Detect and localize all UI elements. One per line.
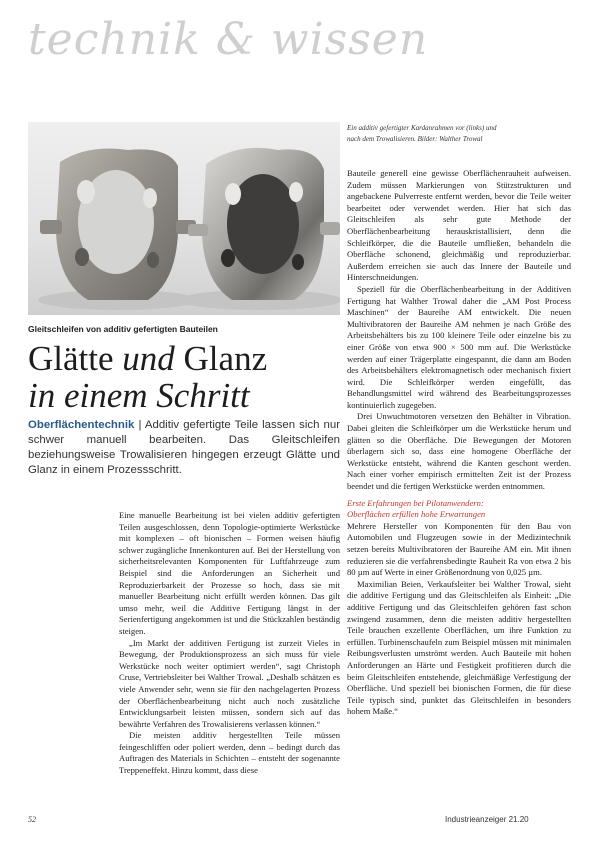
- paragraph: Speziell für die Oberflächenbearbeitung in der Additiven Fertigung hat Walther Trowal daher die „AM Post Process Maschinen“ der Baureihe AM entwickelt. Die neuen Multivibratoren der Baureihe AM nehmen je nach Größe des Arbeitsbehälters bis zu 100 kleinere Teile oder einzelne bis zu einer Größe von etwa 900 × 500 mm auf. Die Werkstücke werden auf einer Trägerplatte eingespannt, die dann am Boden des Arbeitsbehälters elektromagnetisch oder mechanisch fixiert wird. Die Schleifkörper werden eingefüllt, das Behandlungsmittel wird während des Bearbeitungsprozesses kontinuierlich zugegeben.: [347, 283, 571, 410]
- lead-keyword: Oberflächentechnik: [28, 419, 135, 431]
- paragraph: Eine manuelle Bearbeitung ist bei vielen additiv gefertigten Teilen ausgeschlossen, denn Topologie-optimierte Werkstücke mit komplexen – oft bionischen – Formen weisen häufig schwer zugängliche Innenkonturen auf. Bei der Herstellung von sicherheitsrelevanten Komponenten für Luftfahrzeuge zum Beispiel sind die Anforderungen an Sicherheit und Reproduzierbarkeit der Prozesse so hoch, dass sie mit manueller Bearbeitung nicht erfüllt werden können. Das gilt umso mehr, weil die Additive Fertigung längst in der Serienfertigung angekommen ist und die Stückzahlen beständig steigen.: [119, 510, 340, 636]
- article-title: Glätte und Glanz in einem Schritt: [28, 339, 268, 415]
- body-column-1: [119, 510, 340, 777]
- paragraph: Drei Unwuchtmotoren versetzen den Behälter in Vibration. Dabei gleiten die Schleifkörper um die Werkstücke herum und glätten so die Oberfläche. Die Bewegungen der Motoren überlagern sich so, dass eine homogene Oberfläche der Werkstücke entsteht, während die Kanten geschont werden. Nach einer vorher empirisch ermittelten Zeit ist der Prozess beendet und die fertigen Werkstücke werden entnommen.: [347, 411, 571, 492]
- paragraph: Maximilian Beien, Verkaufsleiter bei Walther Trowal, sieht die additive Fertigung und das Gleitschleifen als Einheit: „Die additive Fertigung und das Gleitschleifen gehören fast schon zwingend zusammen, denn die meisten additiv hergestellten Teile brauchen exzellente Oberflächen, um ihre Funktion zu erfüllen. Turbinenschaufeln zum Beispiel müssen mit minimalen Reibungsverlusten umströmt werden. Auch Bauteile mit hohen Anforderungen an Härte und Festigkeit profitieren durch die beim Gleitschleifen entstehende, gleichmäßige Verfestigung der Oberfläche. Und speziell bei bionischen Formen, die für diese Teile typisch sind, punktet das Gleitschleifen in besonders hohem Maße.“: [347, 578, 571, 717]
- paragraph: Mehrere Hersteller von Komponenten für den Bau von Automobilen und Flugzeugen sowie in der Medizintechnik setzen bereits Multivibratoren der Baureihe AM ein. Mit ihnen reduzieren sie die verfahrensbedingte Rauheit Ra von etwa 2 bis 80 µm auf Werte in einer Größenordnung von 0,025 µm.: [347, 520, 571, 578]
- photo-caption: Ein additiv gefertigter Kardanrahmen vor (links) und nach dem Trowalisieren. Bilder: Walther Trowal: [347, 124, 497, 143]
- page-number: 52: [28, 815, 36, 824]
- article-lead: Oberflächentechnik | Additiv gefertigte Teile lassen sich nur schwer manuell bearbeiten. Das Gleitschleifen beziehungsweise Trowalisieren hingegen erzeugt Glätte und Glanz in einem Prozessschritt.: [28, 419, 340, 476]
- section-title: technik & wissen: [28, 14, 429, 65]
- paragraph: Die meisten additiv hergestellten Teile müssen feingeschliffen oder poliert werden, denn – bedingt durch das Auftragen des Materials in Schichten – entsteht der sogenannte Treppeneffekt. Hinzu kommt, dass diese: [119, 730, 340, 776]
- body-column-2: [347, 168, 571, 718]
- product-photo: [28, 122, 340, 315]
- magazine-issue: Industrieanzeiger 21.20: [445, 815, 529, 824]
- subheading: Erste Erfahrungen bei Pilotanwendern: Oberflächen erfüllen hohe Erwartungen: [347, 497, 486, 520]
- paragraph: Bauteile generell eine gewisse Oberflächenrauheit aufweisen. Zudem müssen Markierungen von Stützstrukturen und angebackene Pulverreste entfernt werden, bevor die Teile weiter bearbeitet oder verwendet werden. Hier hat sich das Gleitschleifen als sehr gute Methode der Oberflächenbearbeitung herauskristallisiert, denn die Schleifkörper, die die Bauteile umfließen, behandeln die Oberfläche schonend, gleichmäßig und reproduzierbar. Außerdem erreichen sie auch das Innere der Bauteile und Hinterschneidungen.: [347, 168, 571, 283]
- paragraph: „Im Markt der additiven Fertigung ist zurzeit Vieles in Bewegung, der Produktionsprozess an sich muss für viele Werkstücke noch weiter optimiert werden“, sagt Christoph Cruse, Vertriebsleiter bei Walther Trowal. „Deshalb schätzen es viele Anwender sehr, wenn sie für den nachgelagerten Prozess der Oberflächenbearbeitung nicht auch noch zusätzliche Entwicklungsarbeit leisten müssen, sondern sich auf das bewährte Verfahren des Trowalisierens verlassen können.“: [119, 637, 340, 729]
- gimbal-frames-image: [28, 122, 340, 315]
- article-kicker: Gleitschleifen von additiv gefertigten Bauteilen: [28, 324, 218, 334]
